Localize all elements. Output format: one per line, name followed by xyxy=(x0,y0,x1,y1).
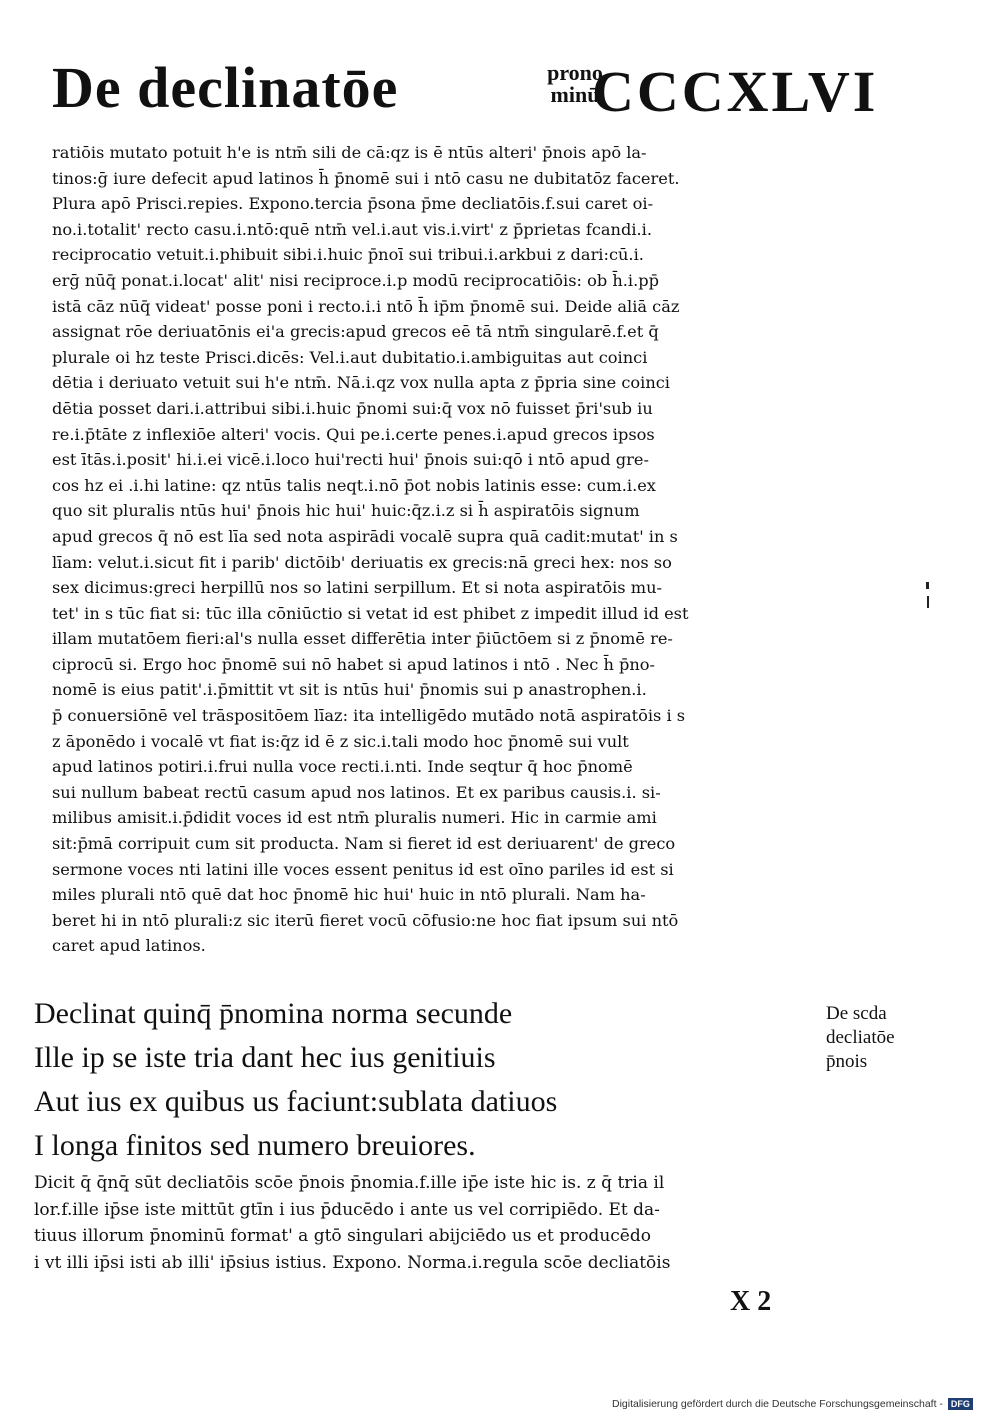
commentary-line: tiuus illorum p̄nominū format' a gtō singulari abijciēdo us et producēdo xyxy=(34,1226,651,1246)
commentary-line: est ītās.i.posit' hi.i.ei vicē.i.loco hui'recti hui' p̄nois sui:qō i ntō apud gre- xyxy=(52,450,649,470)
commentary-line: sui nullum babeat rectū casum apud nos latinos. Et ex paribus causis.i. si- xyxy=(52,782,661,802)
footer-credit: Digitalisierung gefördert durch die Deutsche Forschungsgemeinschaft - xyxy=(612,1398,943,1410)
verse-line: I longa finitos sed numero breuiores. xyxy=(34,1129,476,1162)
commentary-line: lor.f.ille ip̄se iste mittūt gtīn i ius p̄ducēdo i ante us vel corripiēdo. Et da- xyxy=(34,1199,660,1220)
commentary-line: sermone voces nti latini ille voces essent penitus id est oīno pariles id est si xyxy=(52,859,674,879)
page-title: De declinatōe xyxy=(52,55,399,120)
marginal-note-line: De scda xyxy=(826,1003,887,1024)
commentary-line: milibus amisit.i.p̄didit voces id est ntm̄ pluralis numeri. Hic in carmie ami xyxy=(52,808,657,828)
commentary-line: plurale oi hz teste Prisci.dicēs: Vel.i.aut dubitatio.i.ambiguitas aut coinci xyxy=(52,347,648,367)
commentary-line: dētia posset dari.i.attribui sibi.i.huic p̄nomi sui:q̄ vox nō fuisset p̄ri'sub iu xyxy=(52,398,653,418)
commentary-line: illam mutatōem fieri:al's nulla esset differētia inter p̄iūctōem si z p̄nomē re- xyxy=(52,629,673,649)
commentary-line: assignat rōe deriuatōnis ei'a grecis:apud grecos eē tā ntm̄ singularē.f.et q̄ xyxy=(52,322,659,342)
title-sub-line: minū xyxy=(550,82,600,107)
commentary-line: nomē is eius patit'.i.p̄mittit vt sit is ntūs hui' p̄nomis sui p anastrophen.i. xyxy=(52,680,647,700)
commentary-line: istā cāz nūq̄ videat' posse poni i recto.i.i ntō h̄ ip̄m p̄nomē sui. Deide aliā cāz xyxy=(52,296,680,316)
commentary-line: cos hz ei .i.hi latine: qz ntūs talis neqt.i.nō p̄ot nobis latinis esse: cum.i.ex xyxy=(52,475,656,495)
commentary-line: apud latinos potiri.i.frui nulla voce recti.i.nti. Inde seqtur q̄ hoc p̄nomē xyxy=(52,757,633,777)
digitization-footer xyxy=(612,1398,973,1416)
marginal-note xyxy=(826,1002,946,1074)
commentary-line: reciprocatio vetuit.i.phibuit sibi.i.huic p̄noī sui tribui.i.arkbui z dari:cū.i. xyxy=(52,245,644,265)
dfg-logo: DFG xyxy=(948,1398,973,1410)
commentary-line: beret hi in ntō plurali:z sic iterū fieret vocū cōfusio:ne hoc fiat ipsum sui ntō xyxy=(52,910,679,930)
verse-line: Aut ius ex quibus us faciunt:sublata datiuos xyxy=(34,1085,558,1118)
commentary-line: līam: velut.i.sicut fit i parib' dictōib' deriuatis ex grecis:nā greci hex: nos so xyxy=(52,552,672,572)
commentary-line: tinos:ḡ iure defecit apud latinos h̄ p̄nomē sui i ntō casu ne dubitatōz faceret. xyxy=(52,168,680,188)
commentary-line: quo sit pluralis ntūs hui' p̄nois hic hui' huic:q̄z.i.z si h̄ aspiratōis signum xyxy=(52,501,640,521)
signature-mark: X 2 xyxy=(730,1286,772,1317)
page-header xyxy=(52,50,879,130)
commentary-line: miles plurali ntō quē dat hoc p̄nomē hic hui' huic in ntō plurali. Nam ha- xyxy=(52,885,646,905)
commentary-line: Dicit q̄ q̄nq̄ sūt decliatōis scōe p̄nois p̄nomia.f.ille ip̄e iste hic is. z q̄ tria il xyxy=(34,1173,665,1193)
commentary-line: Plura apō Prisci.repies. Expono.tercia p̄sona p̄me decliatōis.f.sui caret oi- xyxy=(52,194,654,214)
commentary-line: sex dicimus:greci herpillū nos so latini serpillum. Et si nota aspiratōis mu- xyxy=(52,578,663,598)
marginal-note-line: decliatōe xyxy=(826,1027,895,1048)
commentary-line: i vt illi ip̄si isti ab illi' ip̄sius istius. Expono. Norma.i.regula scōe decliatōis xyxy=(34,1252,671,1273)
commentary-line: ciprocū si. Ergo hoc p̄nomē sui nō habet si apud latinos i ntō . Nec h̄ p̄no- xyxy=(52,654,656,674)
commentary-text xyxy=(52,140,812,959)
commentary-line: z āponēdo i vocalē vt fiat is:q̄z id ē z sic.i.tali modo hoc p̄nomē sui vult xyxy=(52,731,629,751)
commentary-line: ratiōis mutato potuit h'e is ntm̄ sili de cā:qz is ē ntūs alteri' p̄nois apō la- xyxy=(52,143,647,162)
verse-text xyxy=(34,992,774,1168)
commentary-line: no.i.totalit' recto casu.i.ntō:quē ntm̄ vel.i.aut vis.i.virt' z p̄prietas fcandi.i. xyxy=(52,219,652,239)
title-sub-line: prono xyxy=(547,60,603,85)
commentary-line: erḡ nūq̄ ponat.i.locat' alit' nisi reciproce.i.p modū reciprocatiōis: ob h̄.i.pp̄ xyxy=(52,270,659,290)
commentary-line: dētia i deriuato vetuit sui h'e ntm̄. Nā.i.qz vox nulla apta z p̄pria sine coinci xyxy=(52,373,670,393)
commentary-text-continued xyxy=(34,1170,814,1276)
commentary-line: apud grecos q̄ nō est līa sed nota aspirādi vocalē supra quā cadit:mutat' in s xyxy=(52,526,678,546)
folio-number: CCCXLVI xyxy=(592,59,879,124)
commentary-line: caret apud latinos. xyxy=(52,936,206,956)
verse-line: Declinat quinq̄ p̄nomina norma secunde xyxy=(34,997,513,1030)
commentary-line: re.i.p̄tāte z inflexiōe alteri' vocis. Qui pe.i.certe penes.i.apud grecos ipsos xyxy=(52,424,655,444)
marginal-note-line: p̄nois xyxy=(826,1051,868,1072)
commentary-line: tet' in s tūc fiat si: tūc illa cōniūctio si vetat id est phibet z impedit illud id est xyxy=(52,603,689,623)
verse-line: Ille ip se iste tria dant hec ius genitiuis xyxy=(34,1041,496,1074)
commentary-line: sit:p̄mā corripuit cum sit producta. Nam si fieret id est deriuarent' de greco xyxy=(52,834,676,854)
commentary-line: p̄ conuersiōnē vel trāspositōem līaz: ita intelligēdo mutādo notā aspiratōis i s xyxy=(52,706,686,726)
margin-specks xyxy=(918,578,938,618)
